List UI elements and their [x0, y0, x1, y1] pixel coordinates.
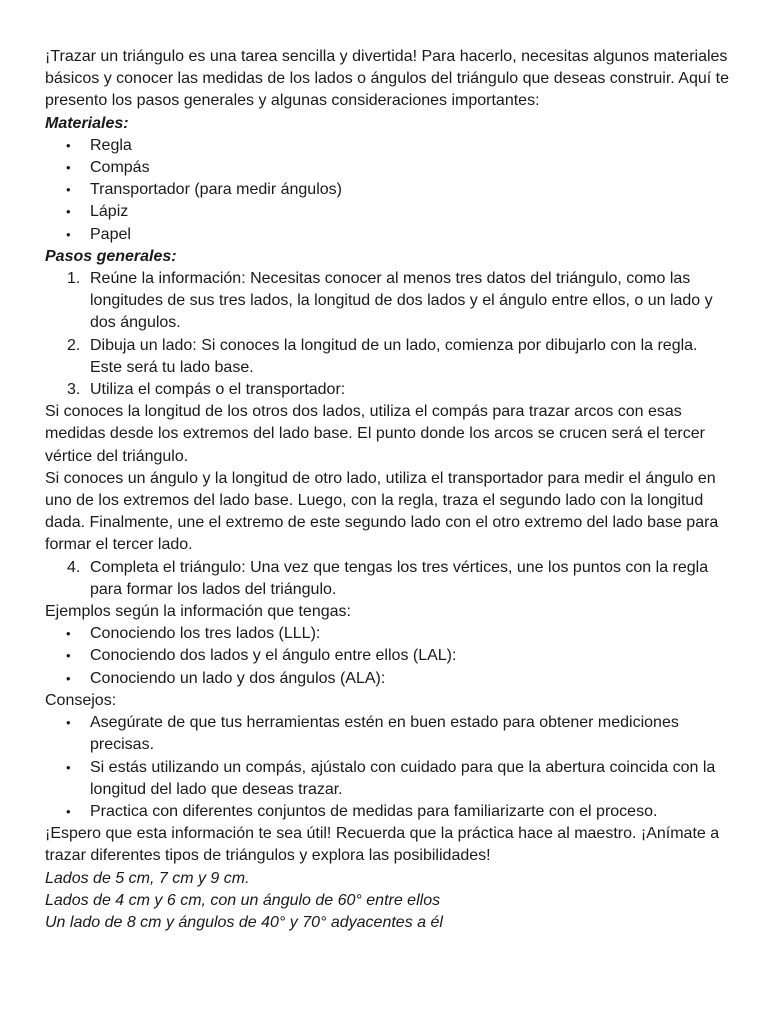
- step-text: Dibuja un lado: Si conoces la longitud de un lado, comienza por dibujarlo con la regla. Este será tu lado base.: [90, 336, 698, 376]
- materials-heading: Materiales:: [45, 114, 129, 132]
- protractor-note: Si conoces un ángulo y la longitud de otro lado, utiliza el transportador para medir el ángulo en uno de los extremos del lado base. Luego, con la regla, traza el segundo lado con la longitud dada. Finalmente, une el extremo de este segundo lado con el otro extremo del lado base para formar el tercer lado.: [45, 469, 719, 554]
- steps-list-continued: [45, 557, 730, 601]
- step-number: 3.: [67, 381, 81, 399]
- examples-heading: Ejemplos según la información que tengas:: [45, 603, 351, 621]
- tips-heading: Consejos:: [45, 691, 117, 709]
- list-item: • Conociendo un lado y dos ángulos (ALA):: [45, 668, 730, 690]
- list-item: • Lápiz: [45, 201, 730, 223]
- example-value: Lados de 4 cm y 6 cm, con un ángulo de 60° entre ellos: [45, 891, 441, 909]
- step-number: 2.: [67, 336, 81, 354]
- materials-list: [45, 135, 730, 246]
- compass-note: Si conoces la longitud de los otros dos lados, utiliza el compás para trazar arcos con esas medidas desde los extremos del lado base. El punto donde los arcos se crucen será el tercer vértice del triángulo.: [45, 403, 705, 465]
- step-text: Utiliza el compás o el transportador:: [90, 381, 346, 399]
- document-page: [45, 46, 730, 934]
- examples-list: [45, 623, 730, 690]
- list-item: • Transportador (para medir ángulos): [45, 179, 730, 201]
- list-item: • Practica con diferentes conjuntos de medidas para familiarizarte con el proceso.: [45, 801, 730, 823]
- step-item: [45, 379, 730, 401]
- list-item: • Compás: [45, 157, 730, 179]
- step-number: 4.: [67, 558, 81, 576]
- list-item: • Asegúrate de que tus herramientas estén en buen estado para obtener mediciones precisas.: [45, 712, 730, 756]
- step-item: [45, 268, 730, 335]
- example-value: Un lado de 8 cm y ángulos de 40° y 70° adyacentes a él: [45, 913, 443, 931]
- steps-heading: Pasos generales:: [45, 247, 177, 265]
- list-item: • Conociendo dos lados y el ángulo entre ellos (LAL):: [45, 645, 730, 667]
- list-item: • Conociendo los tres lados (LLL):: [45, 623, 730, 645]
- closing-paragraph: ¡Espero que esta información te sea útil! Recuerda que la práctica hace al maestro. ¡Anímate a trazar diferentes tipos de triángulos y explora las posibilidades!: [45, 825, 720, 865]
- step-number: 1.: [67, 270, 81, 288]
- step-item: [45, 557, 730, 601]
- step-item: [45, 335, 730, 379]
- example-value: Lados de 5 cm, 7 cm y 9 cm.: [45, 869, 250, 887]
- step-text: Completa el triángulo: Una vez que tengas los tres vértices, une los puntos con la regla para formar los lados del triángulo.: [90, 558, 709, 598]
- list-item: • Regla: [45, 135, 730, 157]
- steps-list: [45, 268, 730, 401]
- list-item: • Si estás utilizando un compás, ajústalo con cuidado para que la abertura coincida con la longitud del lado que deseas trazar.: [45, 757, 730, 801]
- list-item: • Papel: [45, 224, 730, 246]
- step-text: Reúne la información: Necesitas conocer al menos tres datos del triángulo, como las longitudes de sus tres lados, la longitud de dos lados y el ángulo entre ellos, o un lado y dos ángulos.: [90, 270, 713, 332]
- tips-list: [45, 712, 730, 823]
- intro-paragraph: ¡Trazar un triángulo es una tarea sencilla y divertida! Para hacerlo, necesitas algunos materiales básicos y conocer las medidas de los lados o ángulos del triángulo que deseas construir. Aquí te presento los pasos generales y algunas consideraciones importantes:: [45, 48, 729, 110]
